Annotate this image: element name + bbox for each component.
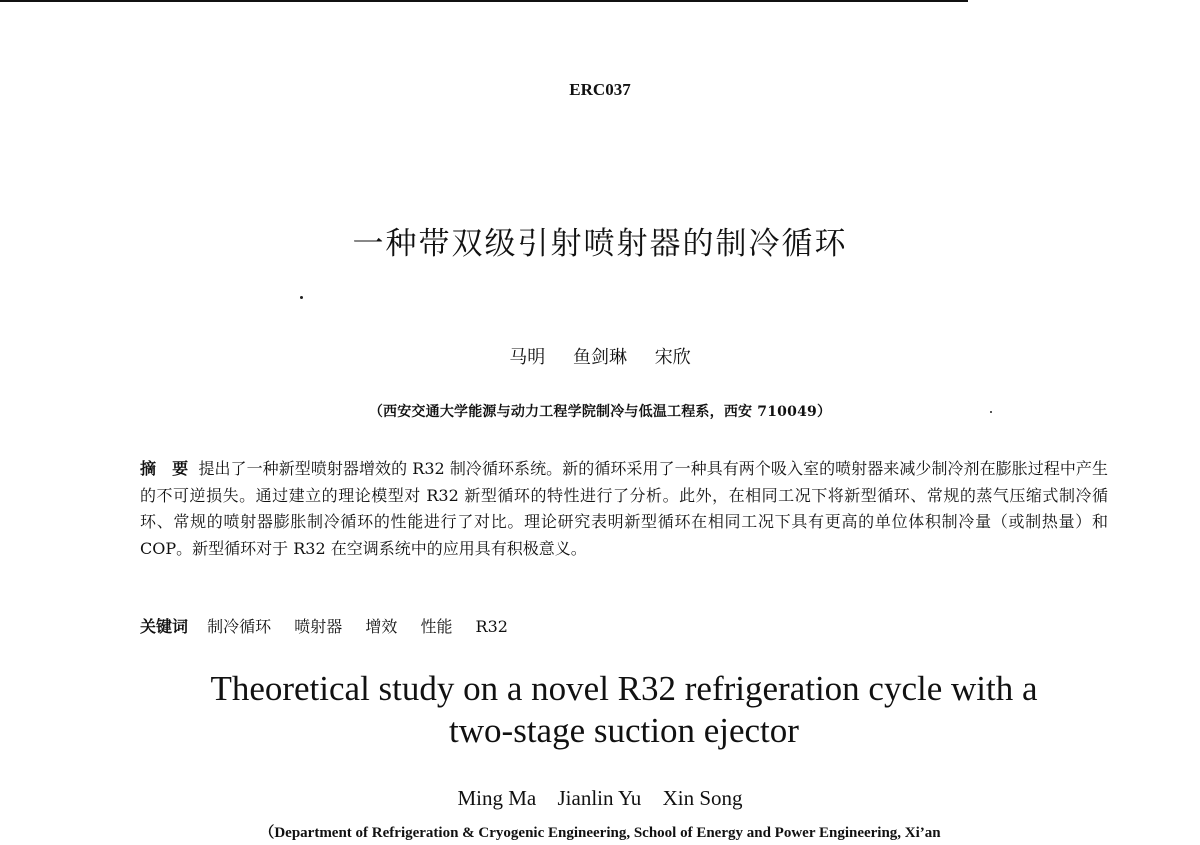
keyword: R32	[475, 617, 508, 636]
keyword: 性能	[420, 617, 453, 636]
english-authors	[0, 786, 1200, 811]
en-author: Jianlin Yu	[557, 786, 642, 810]
header-rule	[0, 0, 968, 2]
cn-author: 宋欣	[654, 347, 691, 368]
chinese-keywords	[140, 614, 526, 637]
english-title-line: two-stage suction ejector	[449, 711, 799, 750]
chinese-authors	[0, 343, 1200, 369]
keyword: 增效	[365, 617, 398, 636]
keywords-label: 关键词	[140, 617, 189, 636]
abstract-text: 提出了一种新型喷射器增效的 R32 制冷循环系统。新的循环采用了一种具有两个吸入室的喷射器来减少制冷剂在膨胀过程中产生的不可逆损失。通过建立的理论模型对 R32 新型循环的特性进行了分析。此外，在相同工况下将新型循环、常规的蒸气压缩式制冷循环、常规的喷射器膨胀制冷循环的性能进行了对比。理论研究表明新型循环在相同工况下具有更高的单位体积制冷量（或制热量）和 COP。新型循环对于 R32 在空调系统中的应用具有积极意义。	[140, 459, 1108, 558]
chinese-title: 一种带双级引射喷射器的制冷循环	[352, 226, 848, 262]
cn-author: 鱼剑琳	[573, 347, 627, 368]
keyword: 制冷循环	[207, 617, 272, 636]
english-title	[140, 668, 1108, 752]
scan-speck	[990, 411, 992, 413]
scan-speck	[300, 296, 303, 299]
english-affiliation: （Department of Refrigeration & Cryogenic Engineering, School of Energy and Power Engineering, Xi’an	[259, 825, 941, 841]
en-author: Xin Song	[662, 786, 743, 810]
cn-author: 马明	[509, 347, 546, 368]
en-author: Ming Ma	[457, 786, 537, 810]
abstract-label: 摘 要	[140, 459, 189, 478]
chinese-abstract	[140, 456, 1108, 562]
keyword: 喷射器	[294, 617, 343, 636]
english-title-line: Theoretical study on a novel R32 refrigeration cycle with a	[210, 669, 1038, 708]
paper-code: ERC037	[569, 80, 631, 99]
chinese-affiliation: （西安交通大学能源与动力工程学院制冷与低温工程系，西安 710049）	[368, 404, 832, 420]
